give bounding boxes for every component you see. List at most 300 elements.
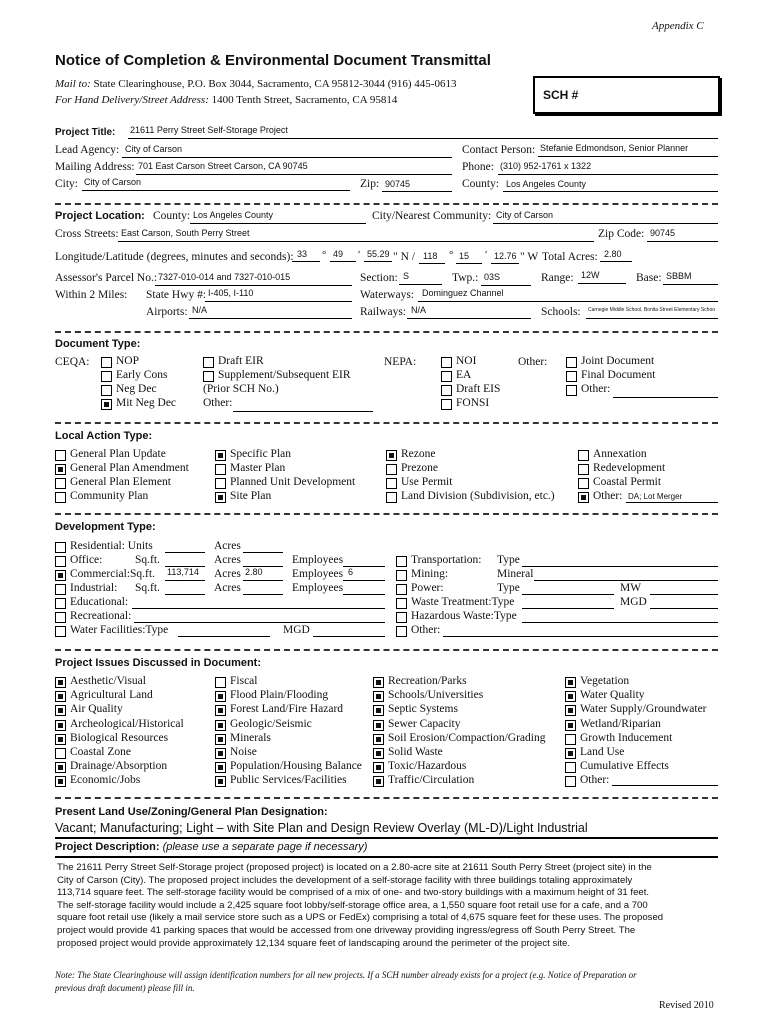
land-division-subdivision-etc-checkbox[interactable] <box>386 492 397 503</box>
prezone-checkbox[interactable] <box>386 464 397 475</box>
long-seconds-underline <box>491 263 519 264</box>
office-employees-label: Employees <box>292 554 344 566</box>
railways-value[interactable]: N/A <box>411 305 427 315</box>
wetland-riparian-checkbox[interactable] <box>565 720 576 731</box>
city-value[interactable]: City of Carson <box>84 177 142 187</box>
coastal-permit-label: Coastal Permit <box>593 476 662 488</box>
site-plan-checkbox[interactable] <box>215 492 226 503</box>
noise-checkbox[interactable] <box>215 748 226 759</box>
economic-jobs-label: Economic/Jobs <box>70 774 141 787</box>
educational-underline <box>132 608 385 609</box>
industrial-acres-label: Acres <box>214 582 241 594</box>
local-action-heading: Local Action Type: <box>55 430 153 442</box>
general-plan-amendment-label: General Plan Amendment <box>70 462 189 474</box>
commercial-employees-underline <box>343 580 385 581</box>
residential-units-underline <box>165 552 205 553</box>
office-sqft-label: Sq.ft. <box>135 554 160 566</box>
septic-systems-label: Septic Systems <box>388 703 458 716</box>
location-county-label: County: <box>153 210 191 222</box>
commercial-sqft-underline <box>165 580 205 581</box>
mineral-label: Mineral <box>497 568 534 580</box>
description-note: (please use a separate page if necessary) <box>162 841 368 853</box>
economic-jobs-checkbox[interactable] <box>55 776 66 787</box>
office-acres-label: Acres <box>214 554 241 566</box>
issues-other-underline <box>612 785 718 786</box>
joint-document-label: Joint Document <box>581 355 655 367</box>
agricultural-land-checkbox[interactable] <box>55 691 66 702</box>
location-county-value[interactable]: Los Angeles County <box>193 210 274 220</box>
phone-value[interactable]: (310) 952-1761 x 1322 <box>500 161 592 171</box>
parcel-value[interactable]: 7327-010-014 and 7327-010-015 <box>158 272 291 282</box>
early-cons-checkbox[interactable] <box>101 371 112 382</box>
transportation-label: Transportation: <box>411 554 482 566</box>
rezone-label: Rezone <box>401 448 436 460</box>
archeological-historical-label: Archeological/Historical <box>70 717 184 730</box>
industrial-acres-underline <box>243 594 283 595</box>
joint-document-checkbox[interactable] <box>566 357 577 368</box>
commercial-acres-underline <box>243 580 283 581</box>
long-seconds[interactable]: 12.76 <box>494 251 517 261</box>
description-line: 113,714 square feet. The self-storage facility would be comprised of a mix of one- and two-story buildings with a maximum height of 31 feet. <box>57 887 650 899</box>
sch-label: SCH # <box>543 88 579 102</box>
redevelopment-label: Redevelopment <box>593 462 666 474</box>
sewer-capacity-checkbox[interactable] <box>373 720 384 731</box>
long-minutes-underline <box>456 263 482 264</box>
section-divider <box>55 649 718 651</box>
commercial-acres-label: Acres <box>214 568 241 580</box>
industrial-employees-label: Employees <box>292 582 344 594</box>
master-plan-checkbox[interactable] <box>215 464 226 475</box>
lat-minutes[interactable]: 49 <box>333 249 344 259</box>
section-divider <box>55 331 718 333</box>
mineral-underline <box>534 580 718 581</box>
long-degrees[interactable]: 118 <box>423 251 438 261</box>
range-value[interactable]: 12W <box>581 270 600 280</box>
degree-symbol: ° <box>322 249 327 261</box>
power-mw-underline <box>650 594 718 595</box>
hazardous-type-underline <box>522 622 718 623</box>
township-underline <box>481 285 531 286</box>
range-label: Range: <box>541 272 574 284</box>
development-other-label: Other: <box>411 624 441 636</box>
educational-checkbox[interactable] <box>55 598 66 609</box>
growth-inducement-checkbox[interactable] <box>565 734 576 745</box>
ea-label: EA <box>456 369 472 381</box>
recreational-underline <box>134 622 385 623</box>
general-plan-update-checkbox[interactable] <box>55 450 66 461</box>
contact-value[interactable]: Stefanie Edmondson, Senior Planner <box>540 143 689 153</box>
waste-mgd-underline <box>650 608 718 609</box>
vegetation-label: Vegetation <box>580 675 630 687</box>
lead-agency-value[interactable]: City of Carson <box>125 144 183 154</box>
neg-dec-label: Neg Dec <box>116 383 157 395</box>
noi-checkbox[interactable] <box>441 357 452 368</box>
state-hwy-underline <box>205 301 352 302</box>
railways-underline <box>407 318 531 319</box>
zipcode-underline <box>647 241 718 242</box>
footer-note-line1: Note: The State Clearinghouse will assign identification numbers for all new projects. If a SCH number already exists for a project (e.g. Notice of Preparation or <box>55 970 637 980</box>
public-services-facilities-checkbox[interactable] <box>215 776 226 787</box>
schools-value[interactable]: Carnegie Middle School, Bonita Street Elementary Schoo <box>588 307 716 313</box>
educational-label: Educational: <box>70 596 129 608</box>
section-divider <box>55 513 718 515</box>
community-underline <box>493 223 718 224</box>
power-mw-label: MW <box>620 582 642 594</box>
master-plan-label: Master Plan <box>230 462 286 474</box>
air-quality-label: Air Quality <box>70 703 123 716</box>
schools-universities-label: Schools/Universities <box>388 689 484 702</box>
forest-land-fire-hazard-label: Forest Land/Fire Hazard <box>230 703 344 716</box>
population-housing-balance-label: Population/Housing Balance <box>230 760 362 773</box>
recreation-parks-checkbox[interactable] <box>373 677 384 688</box>
local-other-underline <box>626 502 718 503</box>
sch-number-box[interactable] <box>533 76 720 114</box>
industrial-sqft-underline <box>165 594 205 595</box>
form-title: Notice of Completion & Environmental Document Transmittal <box>55 52 491 69</box>
mailing-underline <box>136 174 452 175</box>
industrial-sqft-label: Sq.ft. <box>135 582 160 594</box>
power-checkbox[interactable] <box>396 584 407 595</box>
recreation-parks-label: Recreation/Parks <box>388 675 467 687</box>
mining-label: Mining: <box>411 568 449 580</box>
specific-plan-checkbox[interactable] <box>215 450 226 461</box>
general-plan-update-label: General Plan Update <box>70 448 166 460</box>
biological-resources-label: Biological Resources <box>70 731 169 744</box>
nepa-label: NEPA: <box>384 356 417 368</box>
description-line: proposed project would provide approximately 12,134 square feet of landscaping around the perimeter of the project site. <box>57 937 571 949</box>
power-type-underline <box>522 594 614 595</box>
coastal-zone-checkbox[interactable] <box>55 748 66 759</box>
solid-waste-checkbox[interactable] <box>373 748 384 759</box>
state-hwy-label: State Hwy #: <box>146 289 207 301</box>
water-facilities-checkbox[interactable] <box>55 626 66 637</box>
cumulative-effects-label: Cumulative Effects <box>580 760 669 773</box>
planned-unit-development-checkbox[interactable] <box>215 478 226 489</box>
development-type-heading: Development Type: <box>55 521 156 533</box>
traffic-circulation-checkbox[interactable] <box>373 776 384 787</box>
waterways-underline <box>418 301 718 302</box>
use-permit-checkbox[interactable] <box>386 478 397 489</box>
description-line: The 21611 Perry Street Self-Storage project (proposed project) is located on a 2.80-acre site at 21611 South Perry Street (project site) in the <box>57 862 652 873</box>
soil-erosion-compaction-grading-checkbox[interactable] <box>373 734 384 745</box>
recreational-label: Recreational: <box>70 610 132 622</box>
residential-label: Residential: Units <box>70 540 153 552</box>
fiscal-label: Fiscal <box>230 675 258 687</box>
solid-waste-label: Solid Waste <box>388 746 443 758</box>
description-line: The self-storage facility would include a 2,425 square foot lobby/self-storage office area, a 1,550 square foot retail use for a cafe, and a 700 <box>57 899 648 911</box>
location-county-underline <box>190 223 366 224</box>
airports-value[interactable]: N/A <box>192 305 208 315</box>
commercial-label: Commercial:Sq.ft. <box>70 568 155 580</box>
transportation-checkbox[interactable] <box>396 556 407 567</box>
residential-acres-label: Acres <box>214 540 241 552</box>
schools-underline <box>586 318 718 319</box>
commercial-acres-value[interactable]: 2.80 <box>245 567 263 577</box>
power-type-label: Type <box>497 582 520 594</box>
mail-to-label: Mail to: <box>55 78 91 90</box>
final-document-checkbox[interactable] <box>566 371 577 382</box>
section-underline <box>399 284 442 285</box>
general-plan-element-checkbox[interactable] <box>55 478 66 489</box>
commercial-sqft-value[interactable]: 113,714 <box>167 567 199 577</box>
industrial-checkbox[interactable] <box>55 584 66 595</box>
state-hwy-value[interactable]: I-405, I-110 <box>208 288 254 298</box>
county-label: County: <box>462 178 500 190</box>
section-label: Section: <box>360 272 398 284</box>
fonsi-checkbox[interactable] <box>441 399 452 410</box>
nop-checkbox[interactable] <box>101 357 112 368</box>
other-checkbox[interactable] <box>566 385 577 396</box>
water-supply-groundwater-checkbox[interactable] <box>565 705 576 716</box>
lat-degrees[interactable]: 33 <box>297 249 308 259</box>
minute-symbol-2: ′ <box>485 249 488 261</box>
aesthetic-visual-label: Aesthetic/Visual <box>70 675 146 687</box>
description-line: square foot retail use (likely a mail service store such as a UPS or FedEx) comprising a total of 4,675 square feet for these uses. The proposed <box>57 912 664 924</box>
residential-acres-underline <box>243 552 283 553</box>
long-degrees-underline <box>419 263 445 264</box>
county-underline <box>503 191 718 192</box>
coastal-permit-checkbox[interactable] <box>578 478 589 489</box>
redevelopment-checkbox[interactable] <box>578 464 589 475</box>
water-quality-checkbox[interactable] <box>565 691 576 702</box>
county-value[interactable]: Los Angeles County <box>506 179 587 189</box>
recreational-checkbox[interactable] <box>55 612 66 623</box>
hazardous-waste-label: Hazardous Waste:Type <box>411 610 517 622</box>
water-supply-groundwater-label: Water Supply/Groundwater <box>580 703 707 716</box>
total-acres-label: Total Acres: <box>542 251 598 263</box>
flood-plain-flooding-label: Flood Plain/Flooding <box>230 689 329 702</box>
other-label: Other: <box>593 490 623 502</box>
minerals-checkbox[interactable] <box>215 734 226 745</box>
base-value[interactable]: SBBM <box>666 271 692 281</box>
west-label: " W <box>520 251 539 263</box>
fiscal-checkbox[interactable] <box>215 677 226 688</box>
waterways-label: Waterways: <box>360 289 414 301</box>
rezone-checkbox[interactable] <box>386 450 397 461</box>
section-divider <box>55 797 718 799</box>
water-mgd-underline <box>313 636 385 637</box>
base-label: Base: <box>636 272 662 284</box>
lat-minutes-underline <box>330 261 356 262</box>
transportation-type-underline <box>522 566 718 567</box>
other-label: Other: <box>581 383 611 395</box>
biological-resources-checkbox[interactable] <box>55 734 66 745</box>
description-rule <box>55 856 718 858</box>
mailing-label: Mailing Address: <box>55 161 135 173</box>
air-quality-checkbox[interactable] <box>55 705 66 716</box>
industrial-employees-underline <box>343 594 385 595</box>
final-document-label: Final Document <box>581 369 656 381</box>
north-label: " N / <box>393 251 415 263</box>
revised-label: Revised 2010 <box>659 1000 714 1011</box>
cross-streets-value[interactable]: East Carson, South Perry Street <box>121 228 250 238</box>
water-quality-label: Water Quality <box>580 689 645 702</box>
mit-neg-dec-checkbox[interactable] <box>101 399 112 410</box>
commercial-checkbox[interactable] <box>55 570 66 581</box>
prior-sch-label: (Prior SCH No.) <box>203 383 279 395</box>
water-type-underline <box>178 636 270 637</box>
sewer-capacity-label: Sewer Capacity <box>388 717 461 730</box>
within-2-miles-label: Within 2 Miles: <box>55 289 128 301</box>
supplement-subsequent-eir-checkbox[interactable] <box>203 371 214 382</box>
local-other-value[interactable]: DA; Lot Merger <box>628 492 683 501</box>
commercial-employees-value[interactable]: 6 <box>348 567 354 577</box>
description-line: City of Carson (City). The proposed project includes the development of a self-storage facility with three buildings totaling approximately <box>57 874 633 886</box>
appendix-label: Appendix C <box>652 20 704 32</box>
neg-dec-checkbox[interactable] <box>101 385 112 396</box>
total-acres-value[interactable]: 2.80 <box>604 249 622 259</box>
footer-note-line2: previous draft document) please fill in. <box>55 983 195 993</box>
planned-unit-development-label: Planned Unit Development <box>230 476 356 488</box>
forest-land-fire-hazard-checkbox[interactable] <box>215 705 226 716</box>
transportation-type-label: Type <box>497 554 520 566</box>
ceqa-other-underline <box>233 411 373 412</box>
waterways-value[interactable]: Dominguez Channel <box>422 288 504 298</box>
range-underline <box>578 283 626 284</box>
industrial-label: Industrial: <box>70 582 118 594</box>
latlong-label: Longitude/Latitude (degrees, minutes and seconds): <box>55 251 294 263</box>
draft-eir-checkbox[interactable] <box>203 357 214 368</box>
waste-treatment-checkbox[interactable] <box>396 598 407 609</box>
phone-underline <box>498 174 718 175</box>
land-division-subdivision-etc-label: Land Division (Subdivision, etc.) <box>401 490 555 502</box>
soil-erosion-compaction-grading-label: Soil Erosion/Compaction/Grading <box>388 731 546 744</box>
draft-eis-label: Draft EIS <box>456 383 501 395</box>
ceqa-other-label: Other: <box>203 397 233 409</box>
hand-delivery-address: 1400 Tenth Street, Sacramento, CA 95814 <box>211 94 398 106</box>
draft-eir-label: Draft EIR <box>218 355 264 367</box>
power-label: Power: <box>411 582 444 594</box>
mail-to-address: State Clearinghouse, P.O. Box 3044, Sacramento, CA 95812-3044 (916) 445-0613 <box>93 78 457 90</box>
project-title-label: Project Title: <box>55 127 116 138</box>
drainage-absorption-label: Drainage/Absorption <box>70 760 168 773</box>
mit-neg-dec-label: Mit Neg Dec <box>116 397 177 409</box>
septic-systems-checkbox[interactable] <box>373 705 384 716</box>
agricultural-land-label: Agricultural Land <box>70 689 153 702</box>
water-facilities-label: Water Facilities:Type <box>70 624 169 636</box>
traffic-circulation-label: Traffic/Circulation <box>388 774 475 787</box>
office-checkbox[interactable] <box>55 556 66 567</box>
coastal-zone-label: Coastal Zone <box>70 746 131 758</box>
waste-treatment-label: Waste Treatment:Type <box>411 596 515 608</box>
population-housing-balance-checkbox[interactable] <box>215 762 226 773</box>
long-minutes[interactable]: 15 <box>459 251 470 261</box>
city-underline <box>82 190 350 191</box>
airports-underline <box>189 318 352 319</box>
public-services-facilities-label: Public Services/Facilities <box>230 774 347 787</box>
waste-mgd-label: MGD <box>620 596 647 608</box>
fonsi-label: FONSI <box>456 397 490 409</box>
toxic-hazardous-label: Toxic/Hazardous <box>388 760 467 773</box>
archeological-historical-checkbox[interactable] <box>55 720 66 731</box>
prezone-label: Prezone <box>401 462 439 474</box>
flood-plain-flooding-checkbox[interactable] <box>215 691 226 702</box>
doc-other-label: Other: <box>518 356 548 368</box>
community-plan-checkbox[interactable] <box>55 492 66 503</box>
land-use-checkbox[interactable] <box>565 748 576 759</box>
section-divider <box>55 203 718 205</box>
drainage-absorption-checkbox[interactable] <box>55 762 66 773</box>
hazardous-waste-checkbox[interactable] <box>396 612 407 623</box>
section-value[interactable]: S <box>403 271 410 281</box>
schools-label: Schools: <box>541 306 581 318</box>
development-other-checkbox[interactable] <box>396 626 407 637</box>
cumulative-effects-checkbox[interactable] <box>565 762 576 773</box>
community-label: City/Nearest Community: <box>372 210 492 222</box>
supplement-subsequent-eir-label: Supplement/Subsequent EIR <box>218 369 351 381</box>
draft-eis-checkbox[interactable] <box>441 385 452 396</box>
description-heading: Project Description: <box>55 841 160 853</box>
base-underline <box>663 284 718 285</box>
land-use-value[interactable]: Vacant; Manufacturing; Light – with Site Plan and Design Review Overlay (ML-D)/Light Industrial <box>55 821 588 835</box>
issues-heading: Project Issues Discussed in Document: <box>55 657 262 669</box>
minerals-label: Minerals <box>230 731 271 744</box>
zip-value[interactable]: 90745 <box>385 179 411 189</box>
lat-seconds-underline <box>364 261 392 262</box>
community-plan-label: Community Plan <box>70 490 149 502</box>
commercial-employees-label: Employees <box>292 568 344 580</box>
zipcode-value[interactable]: 90745 <box>650 228 676 238</box>
mining-checkbox[interactable] <box>396 570 407 581</box>
mailing-value[interactable]: 701 East Carson Street Carson, CA 90745 <box>138 161 308 171</box>
development-other-underline <box>443 636 718 637</box>
contact-label: Contact Person: <box>462 144 536 156</box>
growth-inducement-label: Growth Inducement <box>580 731 673 744</box>
toxic-hazardous-checkbox[interactable] <box>373 762 384 773</box>
land-use-label: Land Use <box>580 746 625 758</box>
land-use-heading: Present Land Use/Zoning/General Plan Designation: <box>55 806 328 818</box>
community-value[interactable]: City of Carson <box>496 210 554 220</box>
location-heading: Project Location: <box>55 210 145 222</box>
aesthetic-visual-checkbox[interactable] <box>55 677 66 688</box>
lat-seconds[interactable]: 55.29 <box>367 249 390 259</box>
parcel-label: Assessor's Parcel No.: <box>55 272 158 284</box>
vegetation-checkbox[interactable] <box>565 677 576 688</box>
wetland-riparian-label: Wetland/Riparian <box>580 717 661 730</box>
land-use-rule <box>55 837 718 839</box>
document-type-heading: Document Type: <box>55 338 141 350</box>
cross-streets-underline <box>118 241 594 242</box>
residential-checkbox[interactable] <box>55 542 66 553</box>
degree-symbol-2: ° <box>449 249 454 261</box>
project-title-underline <box>128 138 718 139</box>
contact-underline <box>538 156 718 157</box>
project-title-value[interactable]: 21611 Perry Street Self-Storage Project <box>130 125 288 135</box>
water-mgd-label: MGD <box>283 624 310 636</box>
annexation-checkbox[interactable] <box>578 450 589 461</box>
ceqa-label: CEQA: <box>55 356 90 368</box>
ea-checkbox[interactable] <box>441 371 452 382</box>
use-permit-label: Use Permit <box>401 476 453 488</box>
office-label: Office: <box>70 554 103 566</box>
geologic-seismic-checkbox[interactable] <box>215 720 226 731</box>
other-checkbox[interactable] <box>578 492 589 503</box>
cross-streets-label: Cross Streets: <box>55 228 119 240</box>
railways-label: Railways: <box>360 306 406 318</box>
township-value[interactable]: 03S <box>484 272 501 282</box>
geologic-seismic-label: Geologic/Seismic <box>230 717 312 730</box>
description-line: project would provide 41 parking spaces that would be accessed from one driveway providing ingress/egress off South Perry Street. The <box>57 925 636 936</box>
other-label: Other: <box>580 774 610 787</box>
schools-universities-checkbox[interactable] <box>373 691 384 702</box>
general-plan-amendment-checkbox[interactable] <box>55 464 66 475</box>
noise-label: Noise <box>230 746 257 758</box>
parcel-underline <box>155 285 352 286</box>
other-checkbox[interactable] <box>565 776 576 787</box>
zip-label: Zip: <box>360 178 380 190</box>
city-label: City: <box>55 178 79 190</box>
specific-plan-label: Specific Plan <box>230 448 291 460</box>
